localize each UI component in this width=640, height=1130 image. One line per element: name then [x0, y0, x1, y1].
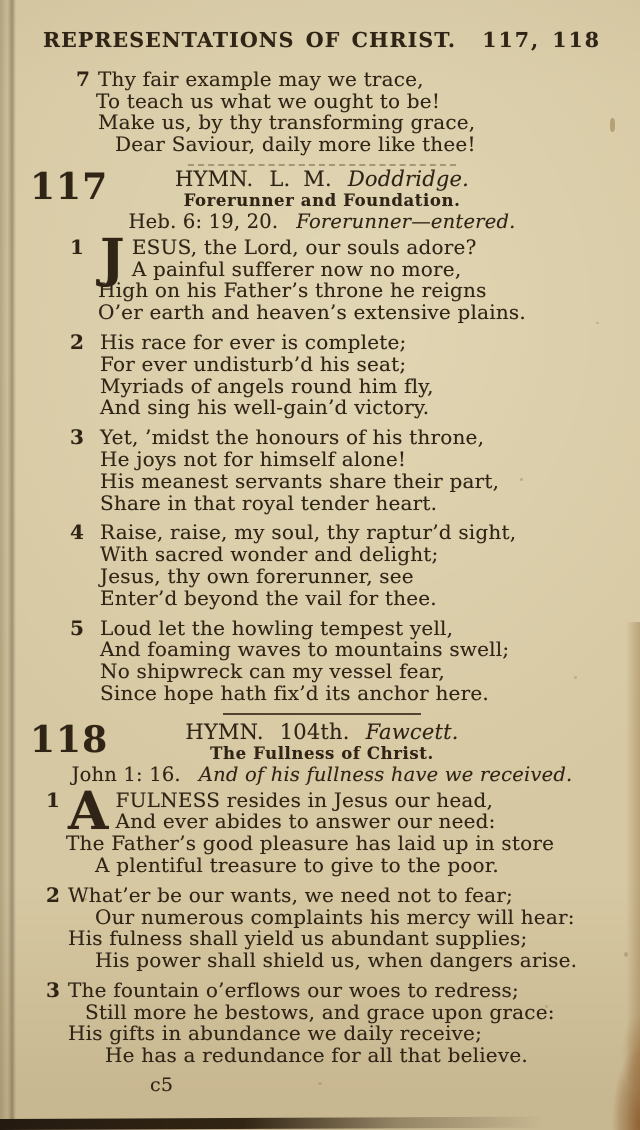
page-left-edge	[0, 0, 16, 1130]
verse-line: A painful sufferer now no more,	[131, 256, 462, 281]
printers-signature-mark: c5	[150, 1074, 174, 1097]
verse-number: 1	[70, 234, 85, 259]
verse-line: His gifts in abundance we daily receive;	[68, 1021, 483, 1046]
verse-line: With sacred wonder and delight;	[100, 542, 439, 567]
verse-line: Dear Saviour, daily more like thee!	[115, 132, 476, 157]
verse-line: Make us, by thy transforming grace,	[98, 110, 476, 135]
hymn-subtitle: The Fullness of Christ.	[210, 743, 434, 763]
scripture-text: And of his fullness have we received.	[198, 762, 573, 786]
scripture-text: Forerunner—entered.	[296, 209, 516, 233]
verse	[22, 66, 622, 157]
verse-number: 2	[46, 882, 61, 907]
verse-number: 3	[70, 425, 85, 450]
verse-line: No shipwreck can my vessel fear,	[100, 659, 445, 684]
verse-4	[22, 522, 622, 609]
verse-line: High on his Father’s throne he reigns	[98, 278, 487, 303]
verse-5	[22, 615, 622, 705]
hymn-117-heading	[22, 165, 622, 233]
verse-line: His race for ever is complete;	[100, 329, 407, 354]
previous-hymn-final-verse	[22, 66, 622, 157]
hymn-number: 117	[30, 165, 109, 208]
verse-3	[22, 427, 622, 514]
verse-line: His fulness shall yield us abundant supplies;	[68, 926, 528, 951]
hymn-subtitle: Forerunner and Foundation.	[183, 190, 461, 210]
verse-line: Still more he bestows, and grace upon grace:	[85, 999, 555, 1024]
hymn-divider	[223, 713, 421, 715]
hymn-scripture-line	[22, 763, 622, 786]
verse-line: Yet, ’midst the honours of his throne,	[100, 425, 485, 450]
verse-number: 5	[70, 615, 85, 640]
running-header-page-numbers: 117, 118	[482, 28, 602, 52]
hymn-meter: 104th.	[279, 719, 350, 744]
verse-line: His meanest servants share their part,	[100, 468, 500, 493]
verse-number: 3	[46, 977, 61, 1002]
verse-number: 2	[70, 329, 85, 354]
hymn-title-line	[22, 719, 622, 744]
scripture-reference: Heb. 6: 19, 20.	[128, 209, 279, 233]
hymn-title-line	[22, 166, 622, 191]
verse-line: Our numerous complaints his mercy will hear:	[95, 904, 575, 929]
verse-1	[22, 227, 622, 325]
verse-3	[22, 977, 622, 1068]
verse-line: He has a redundance for all that believe.	[105, 1043, 528, 1068]
verse-line: Myriads of angels round him fly,	[100, 373, 434, 398]
running-header	[22, 30, 622, 52]
section-divider	[188, 164, 456, 166]
hymn-form-label: HYMN.	[175, 166, 254, 191]
paper-speck	[624, 952, 628, 957]
verse-line: The Father’s good pleasure has laid up in store	[66, 831, 555, 856]
hymn-author: Fawcett.	[365, 719, 459, 744]
hymn-118-heading	[22, 718, 622, 786]
verse-line: A plentiful treasure to give to the poor.	[95, 852, 499, 877]
hymn-118	[22, 718, 622, 1068]
verse-line: Loud let the howling tempest yell,	[100, 615, 454, 640]
page-bottom-edge	[0, 1116, 640, 1130]
verse-line: Raise, raise, my soul, thy raptur’d sight,	[100, 520, 517, 545]
running-header-title: REPRESENTATIONS OF CHRIST.	[42, 28, 457, 52]
verse-line: The fountain o’erflows our woes to redress;	[68, 977, 519, 1002]
verse-number: 4	[70, 520, 85, 545]
verse-line: Share in that royal tender heart.	[100, 490, 438, 515]
verse-line: Jesus, thy own forerunner, see	[100, 563, 414, 588]
verse-number: 7	[76, 66, 91, 91]
verse-line: O’er earth and heaven’s extensive plains.	[98, 300, 526, 325]
verse-line: Enter’d beyond the vail for thee.	[100, 585, 437, 610]
hymn-author: Doddridge.	[347, 166, 469, 191]
scripture-reference: John 1: 16.	[71, 762, 181, 786]
verse-2	[22, 882, 622, 973]
drop-cap: J	[100, 227, 125, 289]
verse-line: Thy fair example may we trace,	[98, 66, 424, 91]
hymn-117	[22, 165, 622, 705]
verse-line: Since hope hath fix’d its anchor here.	[100, 680, 489, 705]
verse-line: He joys not for himself alone!	[100, 446, 407, 471]
verse-line: ESUS, the Lord, our souls adore?	[131, 234, 477, 259]
verse-2	[22, 329, 622, 420]
verse-line: And ever abides to answer our need:	[115, 809, 496, 834]
verse-line: What’er be our wants, we need not to fear;	[68, 882, 513, 907]
verse-line: And foaming waves to mountains swell;	[100, 637, 510, 662]
verse-line: For ever undisturb’d his seat;	[100, 351, 407, 376]
verse-number: 1	[46, 787, 61, 812]
verse-line: And sing his well-gain’d victory.	[100, 395, 430, 420]
hymn-form-label: HYMN.	[185, 719, 264, 744]
verse-line: FULNESS resides in Jesus our head,	[115, 787, 494, 812]
verse-line: To teach us what we ought to be!	[96, 88, 441, 113]
hymn-number: 118	[30, 718, 109, 761]
verse-1	[22, 780, 622, 877]
hymn-meter: L. M.	[269, 166, 332, 191]
drop-cap: A	[68, 780, 109, 842]
verse-line: His power shall shield us, when dangers arise.	[95, 948, 578, 973]
page-content	[22, 30, 622, 1097]
